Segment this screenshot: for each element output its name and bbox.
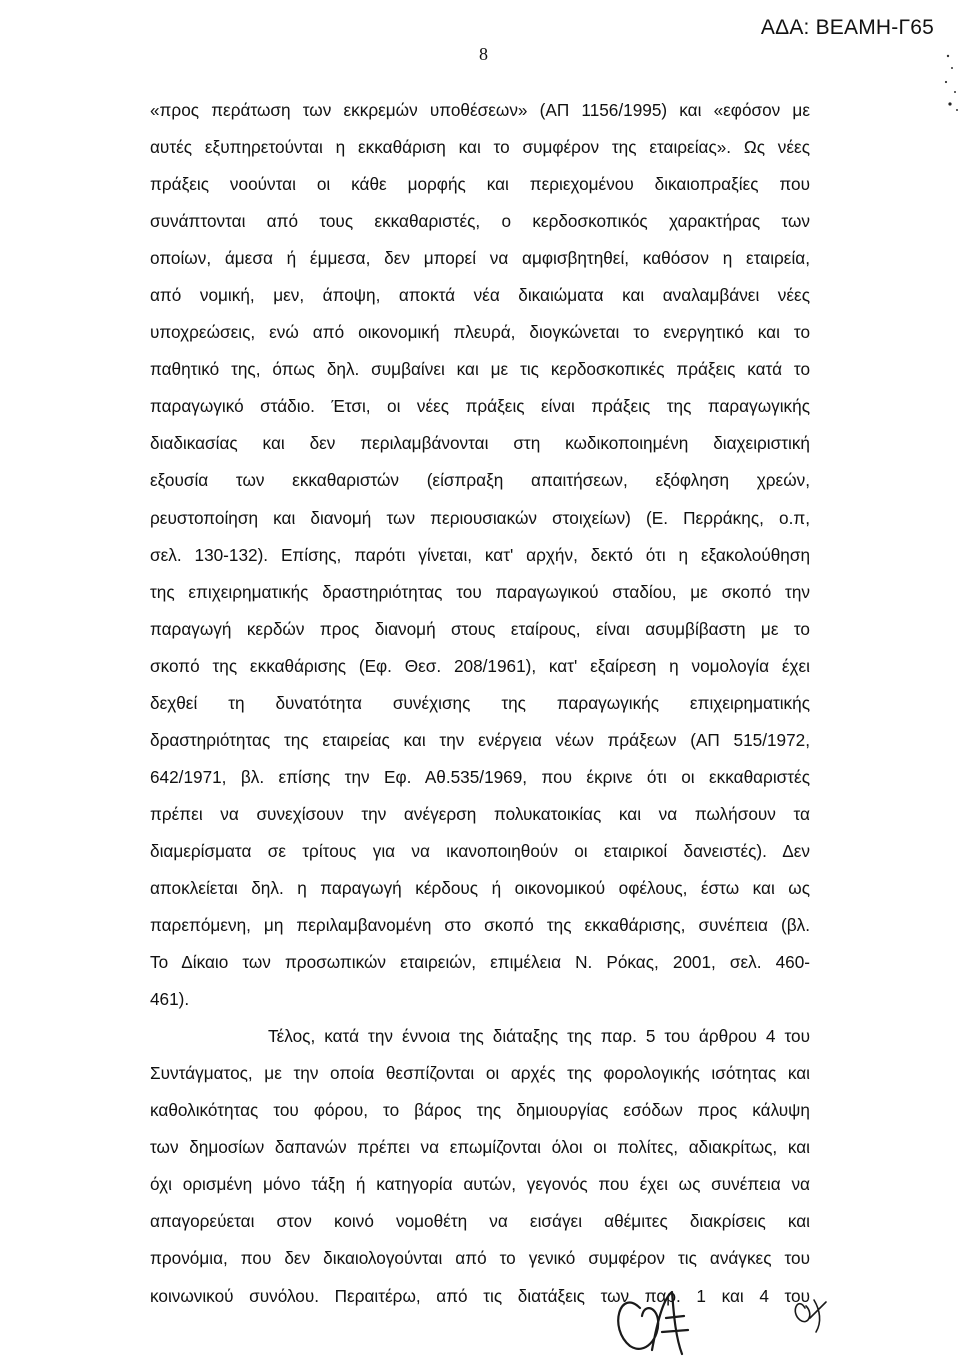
page-number: 8 <box>479 44 488 64</box>
text-line: σκοπό της εκκαθάρισης (Εφ. Θεσ. 208/1961), κατ' εξαίρεση η νομολογία έχει <box>150 655 810 676</box>
text-line: της επιχειρηματικής δραστηριότητας του παραγωγικού σταδίου, με σκοπό την <box>150 581 810 602</box>
text-line: απαγορεύεται στον κοινό νομοθέτη να εισάγει αθέμιτες διακρίσεις και <box>150 1211 810 1232</box>
text-line: υποχρεώσεις, ενώ από οικονομική πλευρά, διογκώνεται το ενεργητικό και το <box>150 322 810 343</box>
text-line: οποίων, άμεσα ή έμμεσα, δεν μπορεί να αμφισβητηθεί, καθόσον η εταιρεία, <box>150 248 810 269</box>
text-line: παραγωγή κερδών προς διανομή στους εταίρους, είναι ασυμβίβαστη με το <box>150 618 810 639</box>
text-line: «προς περάτωση των εκκρεμών υποθέσεων» (ΑΠ 1156/1995) και «εφόσον με <box>150 100 810 120</box>
text-line: δραστηριότητας της εταιρείας και την ενέργεια νέων πράξεων (ΑΠ 515/1972, <box>150 729 810 750</box>
text-line: αποκλείεται δηλ. η παραγωγή κέρδους ή οικονομικού οφέλους, έστω και ως <box>150 877 810 898</box>
text-line: παθητικό της, όπως δηλ. συμβαίνει και με τις κερδοσκοπικές πράξεις κατά το <box>150 359 810 380</box>
text-line: παραγωγικό στάδιο. Έτσι, οι νέες πράξεις είναι πράξεις της παραγωγικής <box>150 396 810 417</box>
signature-2 <box>795 1300 826 1332</box>
signature-1 <box>618 1292 688 1354</box>
body-text <box>150 92 810 1315</box>
text-line: αυτές εξυπηρετούνται η εκκαθάριση και το συμφέρον της εταιρείας». Ως νέες <box>150 137 810 158</box>
text-line: σελ. 130-132). Επίσης, παρότι γίνεται, κατ' αρχήν, δεκτό ότι η εξακολούθηση <box>150 544 810 565</box>
text-line: πρέπει να συνεχίσουν την ανέγερση πολυκατοικίας και να πωλήσουν τα <box>150 803 810 824</box>
text-line: προνόμια, που δεν δικαιολογούνται από το γενικό συμφέρον τις ανάγκες του <box>150 1248 810 1269</box>
text-line: 642/1971, βλ. επίσης την Εφ. Αθ.535/1969, που έκρινε ότι οι εκκαθαριστές <box>150 766 810 787</box>
text-line: όχι ορισμένη μόνο τάξη ή κατηγορία αυτών, γεγονός που έχει ως συνέπεια να <box>150 1174 810 1195</box>
text-line: ρευστοποίηση και διανομή των περιουσιακών στοιχείων) (Ε. Περράκης, ο.π, <box>150 507 810 528</box>
text-line: καθολικότητας του φόρου, το βάρος της δημιουργίας εσόδων προς κάλυψη <box>150 1100 810 1121</box>
ada-identifier: ΑΔΑ: ΒΕΑΜΗ-Γ65 <box>760 16 934 39</box>
text-line: παρεπόμενη, μη περιλαμβανομένη στο σκοπό της εκκαθάρισης, συνέπεια (βλ. <box>150 915 810 936</box>
text-line: Τέλος, κατά την έννοια της διάταξης της παρ. 5 του άρθρου 4 του <box>268 1026 810 1047</box>
text-line: εξουσία των εκκαθαριστών (είσπραξη απαιτήσεων, εξόφληση χρεών, <box>150 470 810 491</box>
text-line: των δημοσίων δαπανών πρέπει να επωμίζονται όλοι οι πολίτες, αδιακρίτως, και <box>150 1137 810 1158</box>
text-line: διαμερίσματα σε τρίτους για να ικανοποιηθούν οι εταιρικοί δανειστές). Δεν <box>150 840 810 861</box>
handwritten-signatures <box>600 1258 860 1358</box>
text-line: Συντάγματος, με την οποία θεσπίζονται οι αρχές της φορολογικής ισότητας και <box>150 1063 810 1084</box>
text-line: πράξεις νοούνται οι κάθε μορφής και περιεχομένου δικαιοπραξίες που <box>150 174 810 195</box>
text-line: διαδικασίας και δεν περιλαμβάνονται στη κωδικοποιημένη διαχειριστική <box>150 433 810 454</box>
text-line: Το Δίκαιο των προσωπικών εταιρειών, επιμέλεια Ν. Ρόκας, 2001, σελ. 460- <box>150 952 810 973</box>
text-line: κοινωνικού συνόλου. Περαιτέρω, από τις διατάξεις των παρ. 1 και 4 του <box>150 1285 810 1306</box>
text-line: από νομική, μεν, άποψη, αποκτά νέα δικαιώματα και αναλαμβάνει νέες <box>150 285 810 306</box>
scan-speckle-marks <box>900 48 960 148</box>
text-line: δεχθεί τη δυνατότητα συνέχισης της παραγωγικής επιχειρηματικής <box>150 692 810 713</box>
text-line: συνάπτονται από τους εκκαθαριστές, ο κερδοσκοπικός χαρακτήρας των <box>150 211 810 232</box>
text-line: 461). <box>150 989 190 1010</box>
